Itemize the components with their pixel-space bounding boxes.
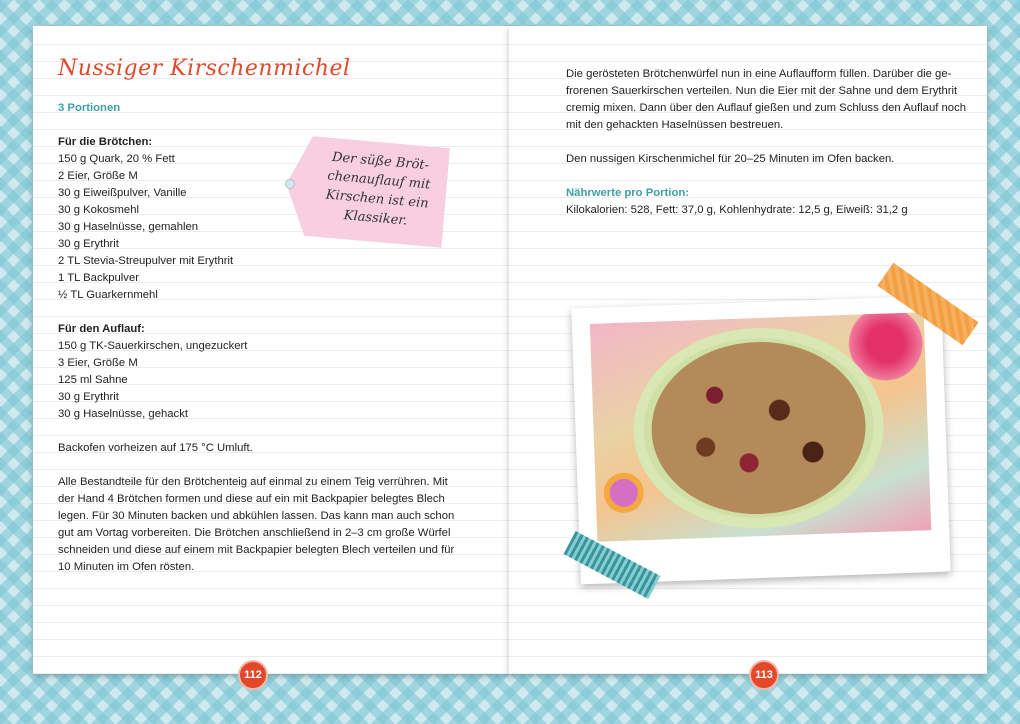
recipe-title: Nussiger Kirschenmichel — [58, 56, 351, 81]
food-photo-frame — [571, 296, 950, 585]
tag-line: Klassiker. — [343, 208, 408, 229]
ingredient-item: 30 g Haselnüsse, gehackt — [58, 408, 188, 420]
nutrition-heading: Nährwerte pro Portion: — [566, 187, 690, 199]
flower-decoration — [603, 472, 644, 513]
page-number-right: 113 — [749, 660, 779, 690]
tag-line: Kirschen ist ein — [325, 187, 430, 212]
ingredient-item: 150 g Quark, 20 % Fett — [58, 153, 175, 165]
tag-line: Der süße Bröt- — [331, 149, 430, 174]
instruction-line: der Hand 4 Brötchen formen und diese auf ein mit Backpapier belegtes Blech — [58, 493, 445, 505]
instruction-line: mit den gehackten Haselnüssen bestreuen. — [566, 119, 784, 131]
auflauf-ingredient-list — [58, 338, 247, 423]
auflauf-heading: Für den Auflauf: — [58, 323, 145, 335]
tag-line: chenauflauf mit — [326, 168, 431, 193]
instruction-line: Die gerösteten Brötchenwürfel nun in eine Auflaufform füllen. Darüber die ge- — [566, 68, 952, 80]
bake-text: Den nussigen Kirschenmichel für 20–25 Minuten im Ofen backen. — [566, 153, 895, 165]
nutrition-text: Kilokalorien: 528, Fett: 37,0 g, Kohlenhydrate: 12,5 g, Eiweiß: 31,2 g — [566, 204, 908, 216]
instructions-right — [566, 66, 966, 134]
ingredient-item: 30 g Kokosmehl — [58, 204, 140, 216]
oven-text: Backofen vorheizen auf 175 °C Umluft. — [58, 442, 253, 454]
instruction-line: cremig mixen. Dann über den Auflauf gießen und zum Schluss den Auflauf noch — [566, 102, 967, 114]
instruction-line: legen. Für 30 Minuten backen und abkühlen lassen. Das kann man auch schon — [58, 510, 455, 522]
ingredient-item: 30 g Haselnüsse, gemahlen — [58, 221, 199, 233]
ingredient-item: 125 ml Sahne — [58, 374, 128, 386]
instructions-left — [58, 474, 454, 576]
tag-hole — [285, 179, 295, 189]
ingredient-item: 2 Eier, Größe M — [58, 170, 138, 182]
ingredient-item: 30 g Erythrit — [58, 238, 119, 250]
ingredient-item: 30 g Erythrit — [58, 391, 119, 403]
instruction-line: frorenen Sauerkirschen verteilen. Nun die Eier mit der Sahne und dem Erythrit — [566, 85, 958, 97]
ingredient-item: 150 g TK-Sauerkirschen, ungezuckert — [58, 340, 248, 352]
food-photo — [590, 312, 931, 542]
tag-text — [313, 147, 443, 234]
broetchen-heading: Für die Brötchen: — [58, 136, 153, 148]
ingredient-item: 1 TL Backpulver — [58, 272, 140, 284]
ingredient-item: 2 TL Stevia-Streupulver mit Erythrit — [58, 255, 234, 267]
instruction-line: 10 Minuten im Ofen rösten. — [58, 561, 195, 573]
ingredient-item: ½ TL Guarkernmehl — [58, 289, 158, 301]
instruction-line: schneiden und diese auf einem mit Backpapier belegten Blech verteilen und für — [58, 544, 455, 556]
portions: 3 Portionen — [58, 102, 121, 114]
page-number-left: 112 — [238, 660, 268, 690]
instruction-line: gut am Vortag vorbereiten. Die Brötchen anschließend in 2–3 cm große Würfel — [58, 527, 451, 539]
ingredient-item: 30 g Eiweißpulver, Vanille — [58, 187, 187, 199]
instruction-line: Alle Bestandteile für den Brötchenteig auf einmal zu einem Teig verrühren. Mit — [58, 476, 448, 488]
ingredient-item: 3 Eier, Größe M — [58, 357, 138, 369]
broetchen-ingredient-list — [58, 151, 233, 304]
